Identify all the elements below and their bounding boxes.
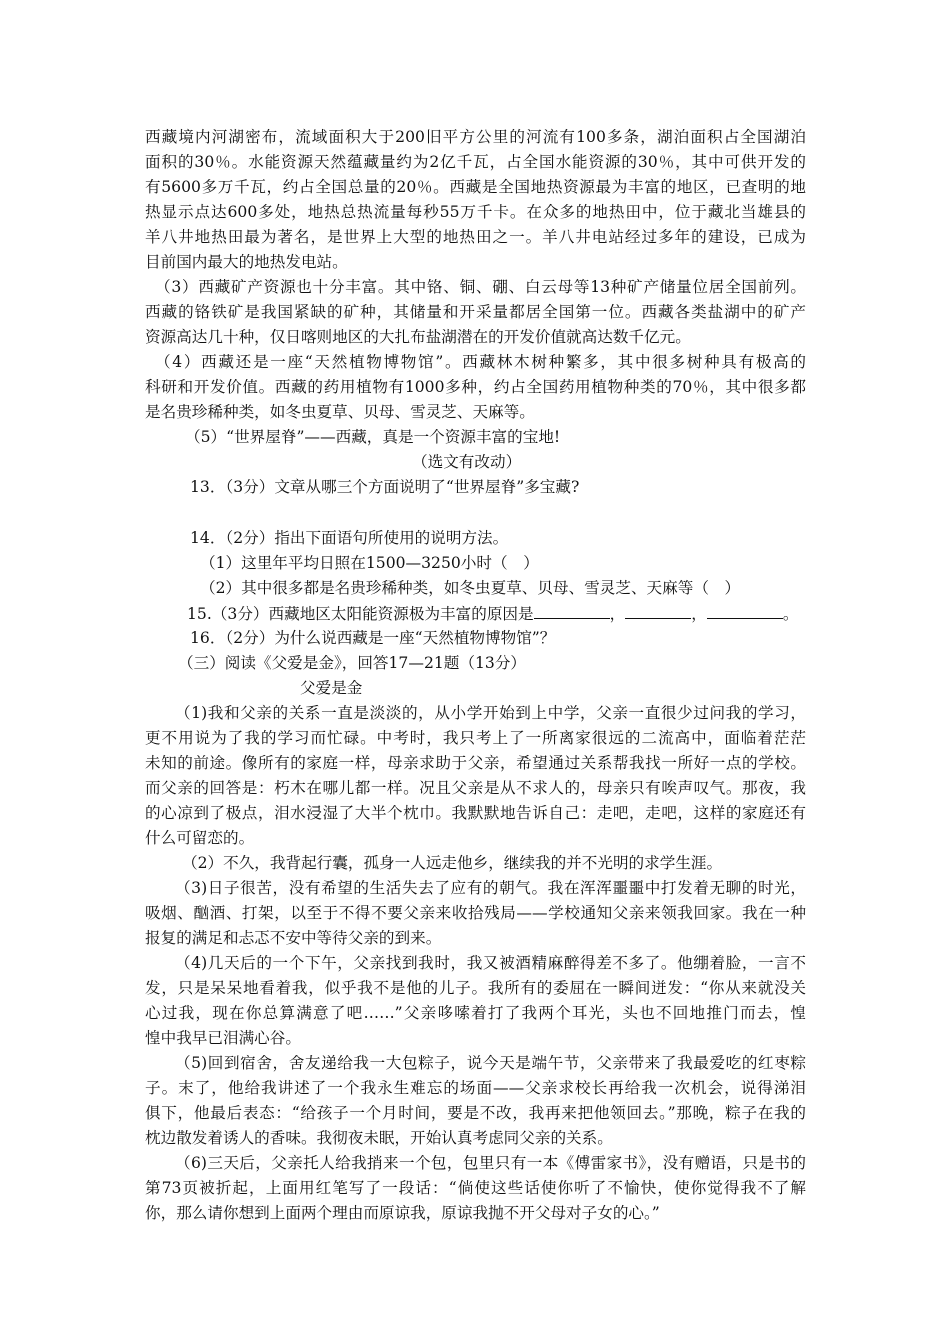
question-14-item-2: （2）其中很多都是名贵珍稀种类，如冬虫夏草、贝母、雪灵芝、天麻等（ ） [200,579,741,597]
source-note: （选文有改动） [412,453,522,471]
passage2-line: 你，那么请你想到上面两个理由而原谅我，原谅我抛不开父母对子女的心。” [145,1204,660,1222]
passage2-line: 惶中我早已泪满心谷。 [145,1029,301,1047]
question-15 [187,602,798,625]
passage1-line: 热显示点达600多处，地热总热流量每秒55万千卡。在众多的地热田中，位于藏北当雄县的 [145,203,806,221]
passage1-line: 目前国内最大的地热发电站。 [145,253,348,271]
question-15-text: 15.（3分）西藏地区太阳能资源极为丰富的原因是 [187,605,534,623]
passage2-line: 第73页被折起，上面用红笔写了一段话：“倘使这些话使你听了不愉快，使你觉得我不了解 [145,1179,806,1197]
passage1-line: 西藏境内河湖密布，流域面积大于200旧平方公里的河流有100多条，湖泊面积占全国湖泊 [145,128,806,146]
question-14-item-1: （1）这里年平均日照在1500—3250小时（ ） [200,554,539,572]
answer-blank-3[interactable] [707,602,783,619]
passage1-paragraph-5: （5）“世界屋脊”——西藏，真是一个资源丰富的宝地! [185,428,561,446]
question-16: 16．（2分）为什么说西藏是一座“天然植物博物馆”？ [190,629,556,647]
passage2-line: 子。末了，他给我讲述了一个我永生难忘的场面——父亲求校长再给我一次机会，说得涕泪 [145,1079,806,1097]
question-15-separator: ， [691,605,707,623]
passage2-paragraph-1: （1)我和父亲的关系一直是淡淡的，从小学开始到上中学，父亲一直很少过问我的学习， [175,704,806,722]
passage1-paragraph-4: （4）西藏还是一座“天然植物博物馆”。西藏林木树种繁多，其中很多树种具有极高的 [155,353,806,371]
answer-blank-1[interactable] [534,602,610,619]
passage1-line: 资源高达几十种，仅日喀则地区的大扎布盐湖潜在的开发价值就高达数千亿元。 [145,328,691,346]
passage2-line: 枕边散发着诱人的香味。我彻夜未眠，开始认真考虑同父亲的关系。 [145,1129,613,1147]
passage2-paragraph-4: （4)几天后的一个下午，父亲找到我时，我又被酒精麻醉得差不多了。他绷着脸，一言不 [175,954,806,972]
passage2-paragraph-3: （3)日子很苦，没有希望的生活失去了应有的朝气。我在浑浑噩噩中打发着无聊的时光， [175,879,806,897]
passage2-title: 父爱是金 [300,679,363,697]
passage2-paragraph-6: （6)三天后，父亲托人给我捎来一个包，包里只有一本《傅雷家书》，没有赠语，只是书的 [175,1154,806,1172]
passage2-line: 未知的前途。像所有的家庭一样，母亲求助于父亲，希望通过关系帮我找一所好一点的学校。 [145,754,806,772]
answer-blank-2[interactable] [625,602,691,619]
passage2-line: 的心凉到了极点，泪水浸湿了大半个枕巾。我默默地告诉自己：走吧，走吧，这样的家庭还有 [145,804,806,822]
section-3-heading: （三）阅读《父爱是金》，回答17—21题（13分） [178,654,527,672]
passage1-line: 是名贵珍稀种类，如冬虫夏草、贝母、雪灵芝、天麻等。 [145,403,535,421]
passage2-line: 而父亲的回答是：朽木在哪儿都一样。况且父亲是从不求人的，母亲只有唉声叹气。那夜，我 [145,779,806,797]
passage2-paragraph-2: （2）不久，我背起行囊，孤身一人远走他乡，继续我的并不光明的求学生涯。 [182,854,723,872]
passage1-line: 有5600多万千瓦，约占全国总量的20％。西藏是全国地热资源最为丰富的地区，已查明的地 [145,178,806,196]
question-14: 14．（2分）指出下面语句所使用的说明方法。 [190,529,509,547]
question-15-end: 。 [782,605,799,623]
passage1-line: 西藏的铬铁矿是我国紧缺的矿种，其储量和开采量都居全国第一位。西藏各类盐湖中的矿产 [145,303,806,321]
passage2-line: 吸烟、酗酒、打架，以至于不得不要父亲来收拾残局——学校通知父亲来领我回家。我在一种 [145,904,806,922]
passage1-line: 面积的30％。水能资源天然蕴藏量约为2亿千瓦，占全国水能资源的30％，其中可供开发的 [145,153,806,171]
question-15-separator: ， [609,605,626,623]
passage2-line: 发，只是呆呆地看着我，似乎我不是他的儿子。我所有的委屈在一瞬间迸发：“你从来就没关 [145,979,806,997]
passage2-line: 俱下，他最后表态：“给孩子一个月时间，要是不改，我再来把他领回去。”那晚，粽子在我的 [145,1104,806,1122]
passage2-line: 更不用说为了我的学习而忙碌。中考时，我只考上了一所离家很远的二流高中，面临着茫茫 [145,729,806,747]
question-13: 13．（3分）文章从哪三个方面说明了“世界屋脊”多宝藏? [190,478,580,496]
passage1-paragraph-3: （3）西藏矿产资源也十分丰富。其中铬、铜、硼、白云母等13种矿产储量位居全国前列。 [155,278,806,296]
passage2-line: 什么可留恋的。 [145,829,255,847]
passage1-line: 羊八井地热田最为著名，是世界上大型的地热田之一。羊八井电站经过多年的建设，已成为 [145,228,806,246]
passage2-line: 心过我，现在你总算满意了吧……”父亲哆嗦着打了我两个耳光，头也不回地推门而去，惶 [145,1004,806,1022]
passage2-line: 报复的满足和忐忑不安中等待父亲的到来。 [145,929,442,947]
passage2-paragraph-5: （5)回到宿舍，舍友递给我一大包粽子，说今天是端午节，父亲带来了我最爱吃的红枣粽 [175,1054,806,1072]
passage1-line: 科研和开发价值。西藏的药用植物有1000多种，约占全国药用植物种类的70％，其中很多都 [145,378,806,396]
